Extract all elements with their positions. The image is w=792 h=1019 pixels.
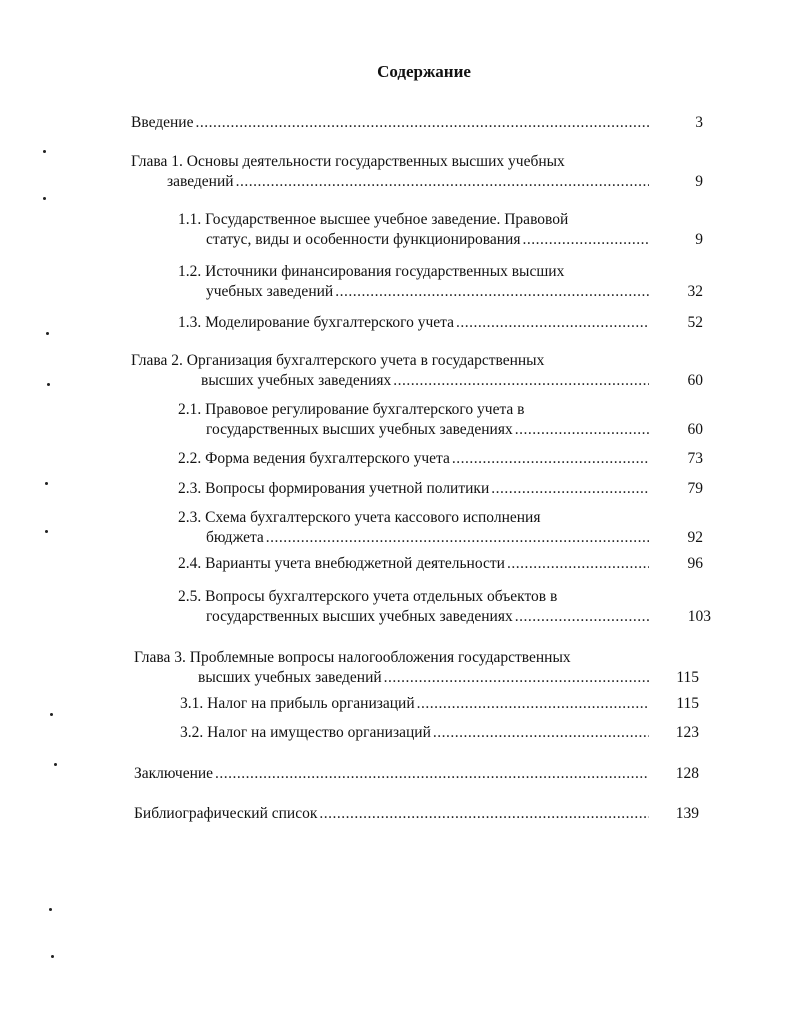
toc-entry-title-line1: 2.3. Схема бухгалтерского учета кассового исполнения <box>178 509 541 526</box>
toc-entry-chapter-3 <box>134 648 699 688</box>
toc-page-number: 32 <box>687 283 703 300</box>
toc-entry-section-1-3 <box>178 313 703 333</box>
toc-entry-title: 2.4. Варианты учета внебюджетной деятельности <box>178 555 505 572</box>
scan-speck <box>49 908 52 911</box>
toc-entry-title: 3.1. Налог на прибыль организаций <box>180 695 415 712</box>
scan-speck <box>45 530 48 533</box>
leader-dots <box>195 113 649 133</box>
leader-dots <box>452 449 649 469</box>
toc-entry-section-1-1 <box>178 210 703 250</box>
scan-speck <box>47 383 50 386</box>
leader-dots <box>515 420 649 440</box>
toc-page-number: 52 <box>687 314 703 331</box>
leader-dots <box>456 313 649 333</box>
toc-entry-title-line2: государственных высших учебных заведениях <box>206 421 513 438</box>
toc-entry-title-line1: Глава 3. Проблемные вопросы налогообложения государственных <box>134 649 571 666</box>
toc-entry-chapter-2 <box>131 351 703 391</box>
toc-entry-section-2-1 <box>178 400 703 440</box>
toc-entry-title-line1: 1.1. Государственное высшее учебное заведение. Правовой <box>178 211 569 228</box>
leader-dots <box>515 607 649 627</box>
toc-entry-title-line2: заведений <box>167 173 234 190</box>
leader-dots <box>507 554 649 574</box>
leader-dots <box>522 230 649 250</box>
toc-page-number: 60 <box>687 372 703 389</box>
toc-page-number: 128 <box>675 765 699 782</box>
toc-entry-title: 1.3. Моделирование бухгалтерского учета <box>178 314 455 331</box>
toc-entry-title-line1: 2.1. Правовое регулирование бухгалтерского учета в <box>178 401 525 418</box>
toc-page-number: 79 <box>687 480 703 497</box>
toc-entry-section-3-2 <box>180 723 699 743</box>
scan-speck <box>43 197 46 200</box>
toc-entry-bibliography <box>134 804 699 824</box>
toc-page-number: 3 <box>695 114 703 131</box>
toc-entry-title-line1: Глава 2. Организация бухгалтерского учета в государственных <box>131 352 545 369</box>
toc-page-number: 73 <box>687 450 703 467</box>
toc-page-number: 115 <box>676 669 699 686</box>
toc-page-number: 9 <box>695 231 703 248</box>
leader-dots <box>335 282 649 302</box>
scan-speck <box>43 150 46 153</box>
toc-page-number: 60 <box>687 421 703 438</box>
toc-entry-section-1-2 <box>178 262 703 302</box>
toc-page-number: 115 <box>676 695 699 712</box>
leader-dots <box>236 172 649 192</box>
scan-speck <box>45 482 48 485</box>
toc-entry-title: 2.3. Вопросы формирования учетной политики <box>178 480 490 497</box>
toc-entry-title: Заключение <box>134 765 214 782</box>
leader-dots <box>417 694 649 714</box>
leader-dots <box>384 668 649 688</box>
toc-entry-title-line1: 2.5. Вопросы бухгалтерского учета отдельных объектов в <box>178 588 558 605</box>
leader-dots <box>393 371 649 391</box>
toc-entry-introduction <box>131 113 703 133</box>
toc-page-number: 9 <box>695 173 703 190</box>
toc-entry-section-2-3 <box>178 479 703 499</box>
toc-entry-section-2-2 <box>178 449 703 469</box>
toc-entry-section-2-3-scheme <box>178 508 703 548</box>
scan-speck <box>50 713 53 716</box>
toc-entry-title: 2.2. Форма ведения бухгалтерского учета <box>178 450 450 467</box>
toc-page-number: 92 <box>687 529 703 546</box>
toc-entry-title-line2: высших учебных заведений <box>198 669 382 686</box>
toc-entry-title: Библиографический список <box>134 805 318 822</box>
toc-entry-title-line2: государственных высших учебных заведениях <box>206 608 513 625</box>
page-title: Содержание <box>377 62 471 81</box>
toc-entry-conclusion <box>134 764 699 784</box>
toc-entry-section-3-1 <box>180 694 699 714</box>
toc-entry-title: Введение <box>131 114 194 131</box>
scan-speck <box>54 763 57 766</box>
toc-entry-title-line2: статус, виды и особенности функционирования <box>206 231 521 248</box>
leader-dots <box>215 764 649 784</box>
leader-dots <box>266 528 649 548</box>
leader-dots <box>433 723 649 743</box>
toc-page-number: 139 <box>675 805 699 822</box>
toc-entry-section-2-4 <box>178 554 703 574</box>
toc-entry-title: 3.2. Налог на имущество организаций <box>180 724 431 741</box>
scan-speck <box>46 332 49 335</box>
toc-entry-title-line2: высших учебных заведениях <box>201 372 392 389</box>
leader-dots <box>491 479 649 499</box>
toc-page-number: 103 <box>687 608 711 625</box>
toc-entry-title-line1: Глава 1. Основы деятельности государственных высших учебных <box>131 153 565 170</box>
toc-page-number: 96 <box>687 555 703 572</box>
toc-entry-chapter-1 <box>131 152 703 192</box>
leader-dots <box>319 804 649 824</box>
toc-entry-section-2-5 <box>178 587 711 627</box>
toc-page-number: 123 <box>675 724 699 741</box>
scan-speck <box>51 955 54 958</box>
toc-entry-title-line2: бюджета <box>206 529 264 546</box>
toc-entry-title-line2: учебных заведений <box>206 283 334 300</box>
toc-entry-title-line1: 1.2. Источники финансирования государственных высших <box>178 263 565 280</box>
